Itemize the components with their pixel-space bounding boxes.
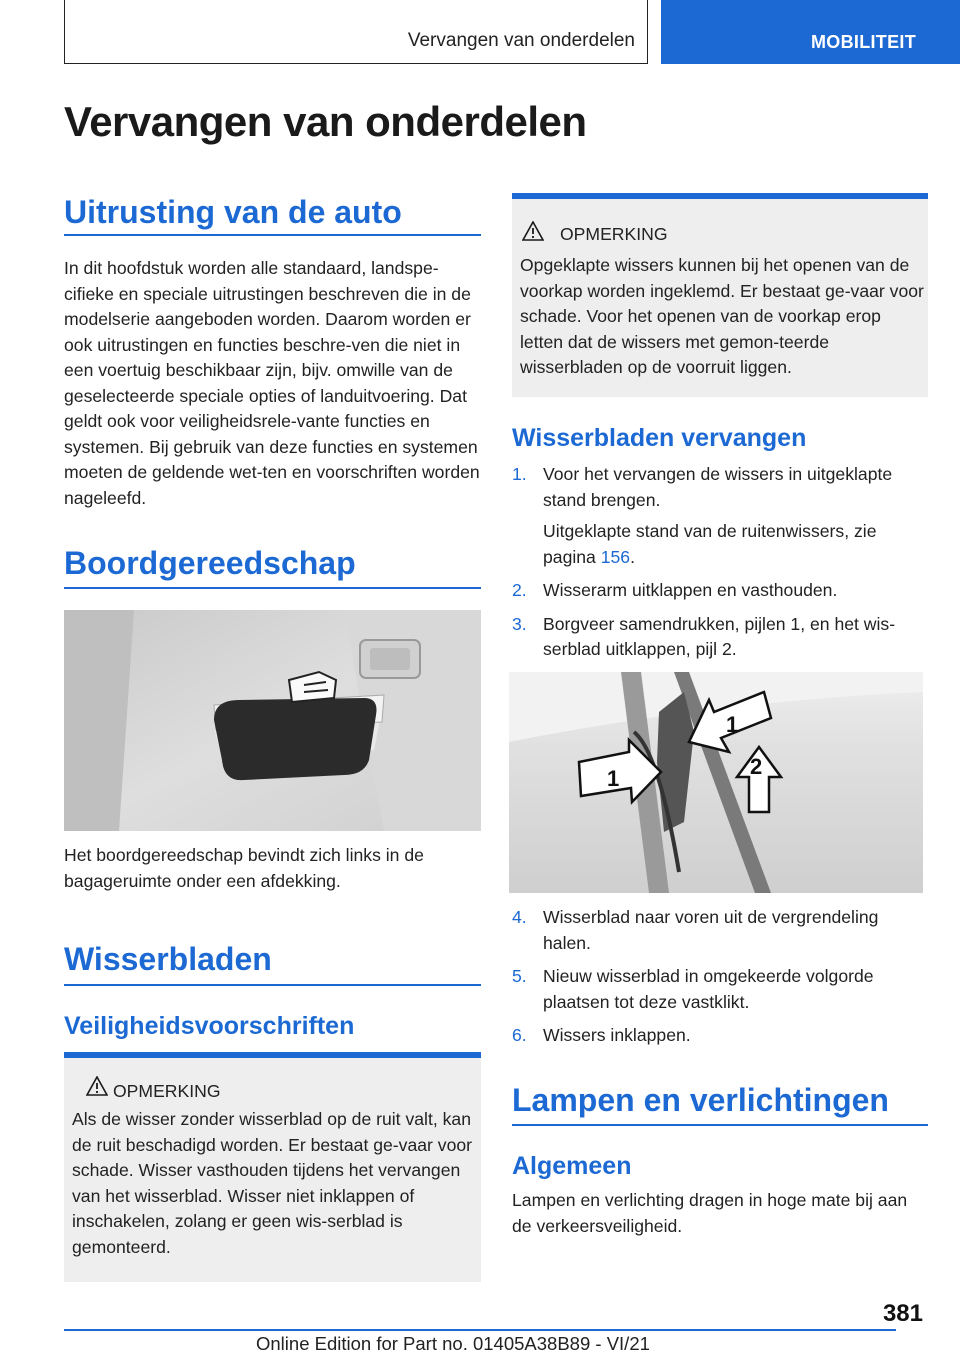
warning-triangle-icon [86,1076,108,1096]
heading-rule [64,234,481,236]
heading-wisserbladen-vervangen: Wisserbladen vervangen [512,424,807,452]
note-label: OPMERKING [113,1081,221,1101]
heading-rule [64,984,481,986]
note-label: OPMERKING [560,224,668,244]
header-section-title: Vervangen van onderdelen [407,30,635,51]
list-item [512,905,928,956]
warning-triangle-icon [522,221,544,241]
warning-note [64,1052,481,1282]
heading-rule [64,587,481,589]
figure-label: 1 [726,712,739,737]
note-accent-bar [64,1052,481,1058]
list-item [512,612,928,663]
steps-list-b [512,905,928,1057]
note-text: Opgeklapte wissers kunnen bij het openen van de voorkap worden ingeklemd. Er bestaat ge-vaar voor schade. Voor het openen van de voorkap erop letten dat de wissers met gemon-teerde wisserbladen op de voorruit liggen. [520,255,924,377]
page-title: Vervangen van onderdelen [64,98,587,145]
heading-lampen: Lampen en verlichtingen [512,1082,889,1118]
footer-rule [64,1329,896,1331]
paragraph-uitrusting: In dit hoofdstuk worden alle standaard, landspe-cifieke en speciale uitrustingen beschreven die in de modelserie aangeboden worden. Daarom worden er ook uitrustingen en functies beschre-ven die niet in een voertuig beschikbaar zijn, bijv. omwille van de geselecteerde speciale opties of landuitvoering. Dat geldt ook voor veiligheidsrele-vante functies en systemen. Bij gebruik van deze functies en systemen moeten de geldende wet-ten en voorschriften worden nageleefd. [64,258,480,508]
step-subtext-end: . [630,546,635,567]
step-text: Wisserarm uitklappen en vasthouden. [543,580,838,600]
step-number: 3. [512,613,527,634]
paragraph-boordgereedschap: Het boordgereedschap bevindt zich links in de bagageruimte onder een afdekking. [64,845,424,891]
steps-list-a [512,462,928,671]
step-number: 5. [512,966,527,986]
boordgereedschap-image [64,610,481,831]
list-item [512,1023,928,1049]
warning-note [512,193,928,397]
note-text: Als de wisser zonder wisserblad op de ruit valt, kan de ruit beschadigd worden. Er bestaat ge-vaar voor schade. Wisser vasthouden tijdens het vervangen van het wisserblad. Wisser niet inklappen of inschakelen, zolang er geen wis-serblad is gemonteerd. [72,1109,473,1257]
wisserblad-figure [509,672,923,893]
page-number: 381 [882,1300,923,1327]
step-text: Wisserblad naar voren uit de vergrendeling halen. [543,907,879,953]
step-number: 6. [512,1025,527,1045]
heading-boordgereedschap: Boordgereedschap [64,545,356,581]
step-subtext-label: Uitgeklapte stand van de ruitenwissers, zie pagina [543,521,877,567]
step-text: Nieuw wisserblad in omgekeerde volgorde plaatsen tot deze vastklikt. [543,966,874,1012]
step-number: 1. [512,464,527,484]
header-section-box [64,0,648,64]
header-chapter-tab[interactable] [661,0,960,64]
step-number: 4. [512,907,527,927]
list-item [512,578,928,604]
heading-algemeen: Algemeen [512,1152,632,1180]
page-link-156[interactable]: 156 [600,546,631,567]
step-text: Wissers inklappen. [543,1025,691,1045]
step-text: Voor het vervangen de wissers in uitgeklapte stand brengen. [543,464,893,510]
note-accent-bar [512,193,928,199]
list-item [512,964,928,1015]
heading-veiligheidsvoorschriften: Veiligheidsvoorschriften [64,1012,355,1040]
heading-uitrusting: Uitrusting van de auto [64,194,402,230]
footer-edition: Online Edition for Part no. 01405A38B89 - VI/21 [256,1333,650,1354]
heading-rule [512,1124,928,1126]
step-number: 2. [512,580,527,600]
figure-label: 2 [750,754,763,779]
list-item [512,462,928,570]
header-chapter-tab-label: MOBILITEIT [811,32,916,52]
heading-wisserbladen: Wisserbladen [64,941,272,977]
paragraph-algemeen: Lampen en verlichting dragen in hoge mate bij aan de verkeersveiligheid. [512,1190,908,1236]
step-subtext [543,519,928,570]
step-text: Borgveer samendrukken, pijlen 1, en het wis-serblad uitklappen, pijl 2. [543,613,896,659]
figure-label: 1 [607,766,620,791]
